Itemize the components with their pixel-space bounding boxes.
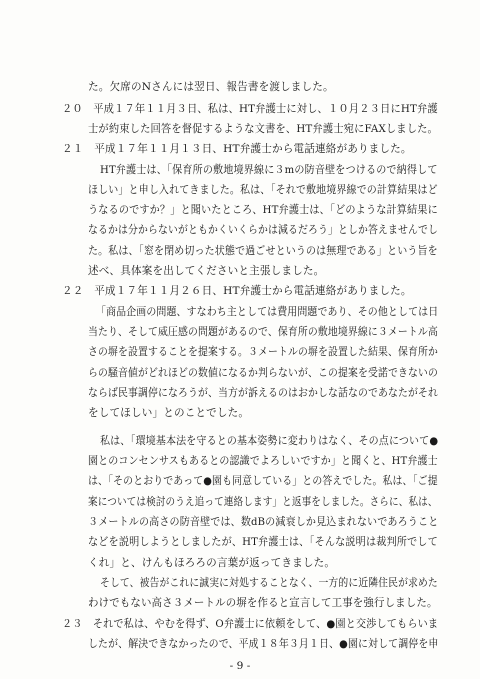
text-line: 案については検討のうえ追って連絡します」と返事をしました。さらに、私は、 xyxy=(88,496,438,508)
text-line: 士が約束した回答を督促するような文書を、HT弁護士宛にFAXしました。 xyxy=(88,123,438,135)
text-line: HT弁護士は、「保育所の敷地境界線に３mの防音壁をつけるので納得して xyxy=(100,164,438,176)
text-line: ２３ それで私は、やむを得ず、O弁護士に依頼をして、●園と交渉してもらいま xyxy=(62,618,439,630)
text-line: 私は、「環境基本法を守るとの基本姿勢に変わりはなく、その点について● xyxy=(100,435,439,447)
text-line: わけでもない高さ３メートルの塀を作ると宣言して工事を強行しました。 xyxy=(88,597,438,609)
text-line: ２１ 平成１７年１１月１３日、HT弁護士から電話連絡がありました。 xyxy=(62,143,412,155)
text-line: なるかは分からないがともかくいくらかは減るだろう」としか答えませんでし xyxy=(88,224,439,236)
text-line: た。私は、「窓を閉め切った状態で過ごせというのは無理である」という旨を xyxy=(88,245,438,257)
text-line: 述べ、具体案を出してくださいと主張しました。 xyxy=(88,265,325,277)
text-line: ほしい」と申し入れてきました。私は、「それで敷地境界線での計算結果はど xyxy=(88,184,438,196)
text-line: ２０ 平成１７年１１月３日、私は、HT弁護士に対し、１０月２３日にHT弁護 xyxy=(62,103,438,115)
text-line: などを説明しようとしましたが、HT弁護士は、「そんな説明は裁判所でして xyxy=(88,536,438,548)
text-line: そして、被告がこれに誠実に対処することなく、一方的に近隣住民が求めた xyxy=(100,577,438,589)
text-line: ２２ 平成１７年１１月２６日、HT弁護士から電話連絡がありました。 xyxy=(62,285,412,297)
text-line: さの塀を設置することを提案する。３メートルの塀を設置した結果、保育所か xyxy=(88,346,439,358)
text-line: したが、解決できなかったので、平成１８年３月１日、●園に対して調停を申 xyxy=(88,638,439,650)
text-line: 当たり、そして威圧感の問題があるので、保育所の敷地境界線に３メートル高 xyxy=(88,326,438,338)
text-line: た。欠席のNさんには翌日、報告書を渡しました。 xyxy=(88,81,334,93)
text-line: 「商品企画の問題、すなわち主としては費用問題であり、その他としては日 xyxy=(96,306,439,318)
text-line: は、「そのとおりであって●園も同意している」との答えでした。私は、「ご提 xyxy=(88,475,438,487)
text-line: をしてほしい」とのことでした。 xyxy=(88,407,250,419)
text-line: うなるのですか？」と聞いたところ、HT弁護士は、「どのような計算結果に xyxy=(88,204,438,216)
text-line: 園とのコンセンサスもあるとの認識でよろしいですか」と聞くと、HT弁護士 xyxy=(88,455,438,467)
text-line: ３メートルの高さの防音壁では、数dBの減衰しか見込まれないであろうこと xyxy=(88,516,439,528)
text-line: くれ」と、けんもほろろの言葉が返ってきました。 xyxy=(88,557,336,569)
text-line: らの騒音値がどれほどの数値になるか判らないが、この提案を受諾できないの xyxy=(88,367,439,379)
page-number: - 9 - xyxy=(229,660,251,672)
text-line: ならば民事調停になろうが、当方が訴えるのはおかしな話なのであなたがそれ xyxy=(88,387,439,399)
